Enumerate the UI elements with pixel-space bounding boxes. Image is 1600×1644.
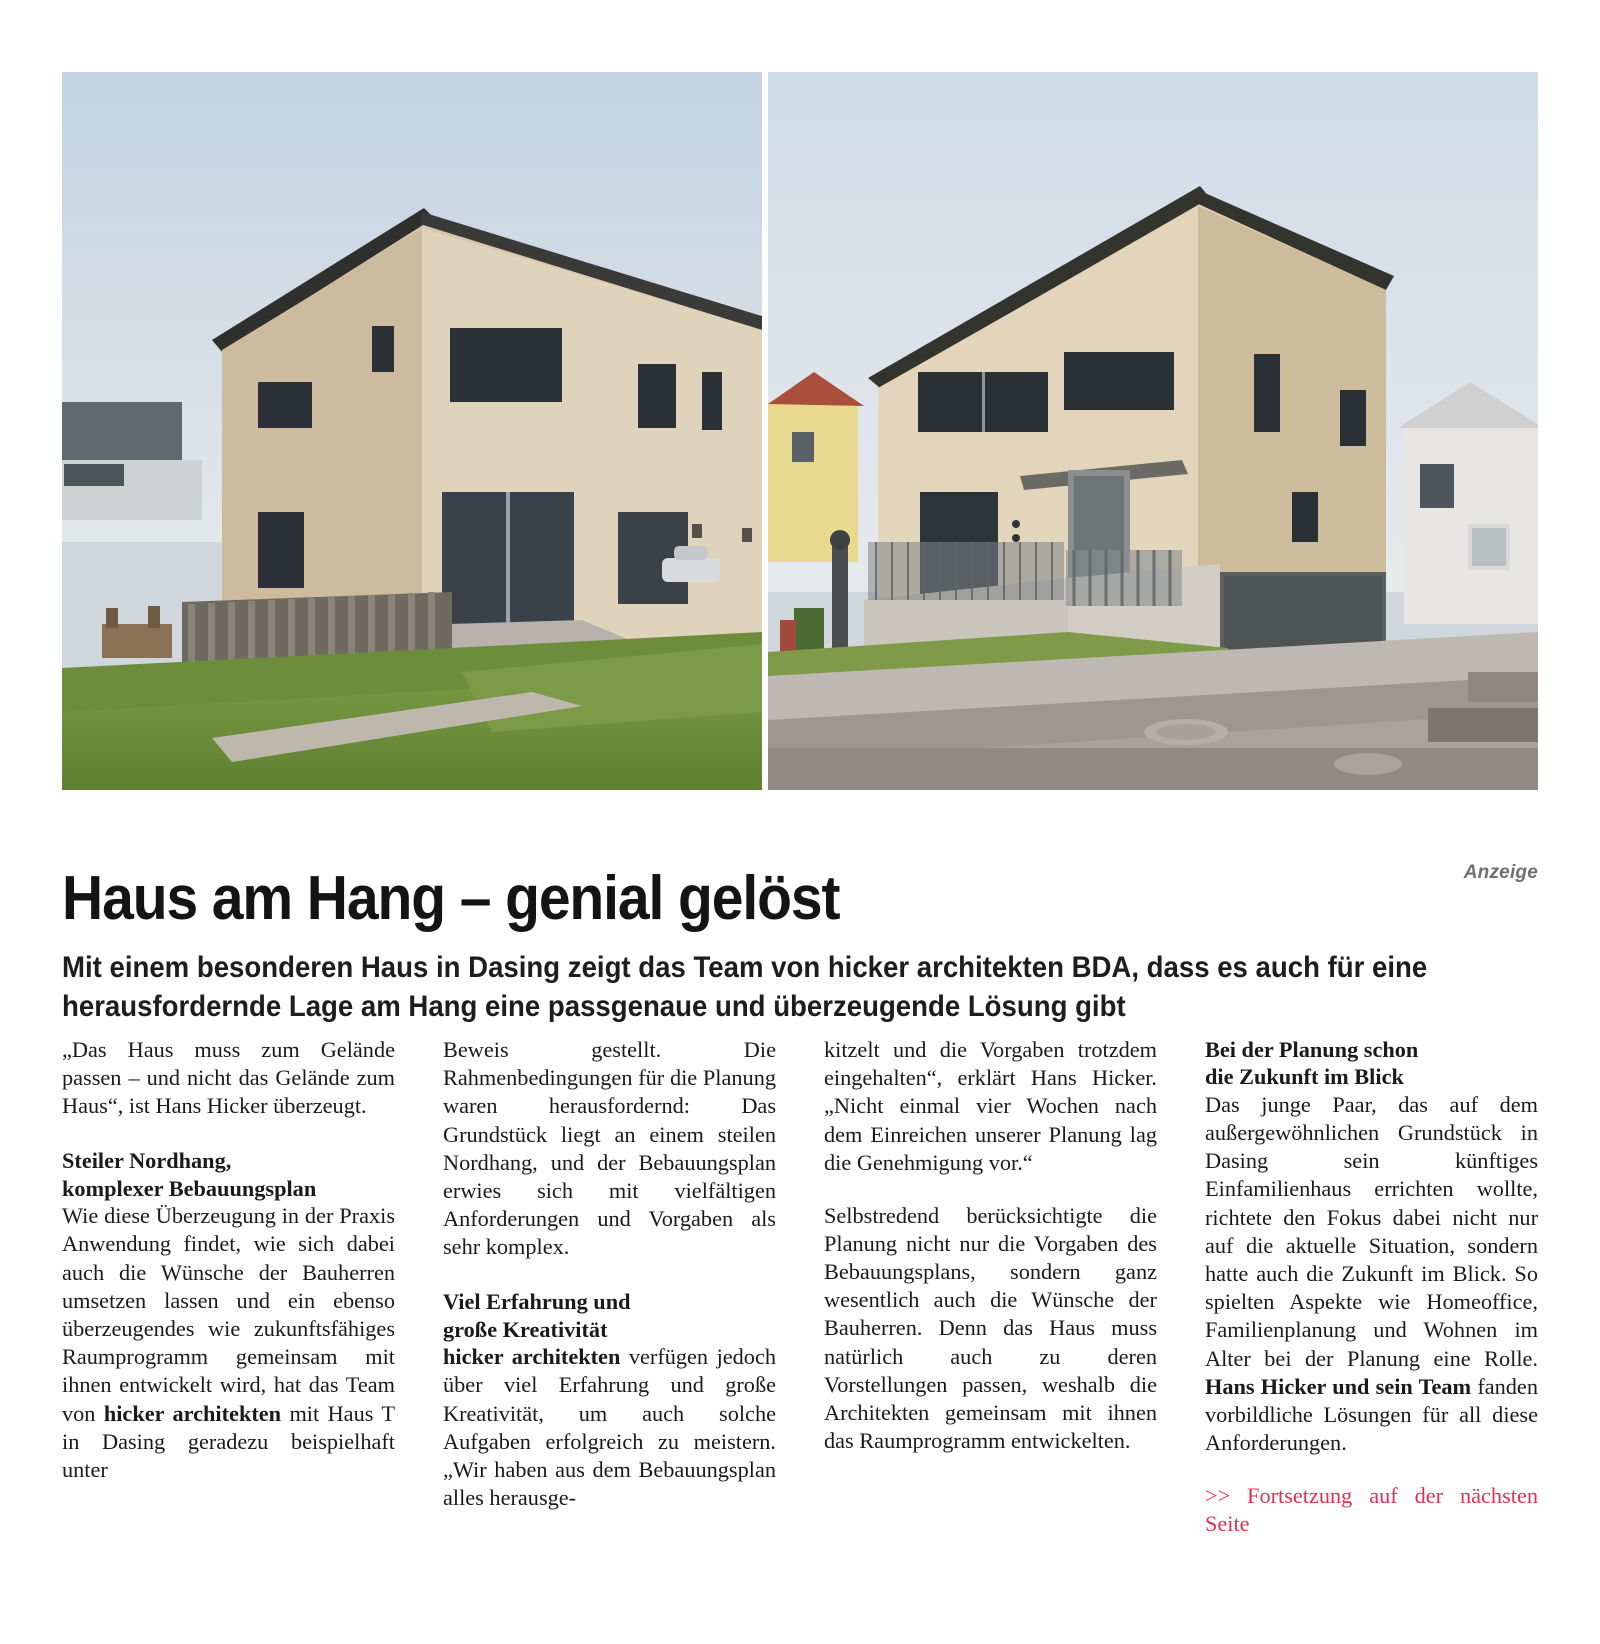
article-subheading (1205, 1036, 1538, 1091)
house-street-illustration (768, 72, 1538, 790)
article-paragraph (62, 1202, 395, 1484)
article-paragraph (1205, 1091, 1538, 1458)
photo-house-garden-side (62, 72, 762, 790)
emphasis-text: Hans Hicker und sein Team (1205, 1373, 1472, 1399)
page-title: Haus am Hang – genial gelöst (62, 863, 840, 933)
article-paragraph (62, 1036, 395, 1121)
article-column (62, 1036, 395, 1536)
paragraph-text: kitzelt und die Vorgaben trotzdem eingehalten“, erklärt Hans Hicker. „Nicht einmal vier Wochen nach dem Einreichen unserer Planung lag die Genehmigung vor.“ (824, 1037, 1157, 1175)
paragraph-text: Wie diese Überzeugung in der Praxis Anwendung findet, wie sich dabei auch die Wünsche der Bauherren umsetzen lassen und ein ebenso überzeugendes wie zukunftsfähiges Raumprogramm gemeinsam mit ihnen entwickelt wird, hat das Team von (62, 1203, 395, 1426)
subheading-line: Viel Erfahrung und (443, 1289, 631, 1315)
paragraph-text: Selbstredend berücksichtigte die Planung nicht nur die Vorgaben des Bebauungsplans, sondern ganz wesentlich auch die Wünsche der Bauherren. Denn das Haus muss natürlich auch zu deren Vorstellungen passen, weshalb die Architekten gemeinsam mit ihnen das Raumprogramm entwickelten. (824, 1202, 1157, 1454)
house-garden-illustration (62, 72, 762, 790)
emphasis-text: hicker architekten (103, 1400, 282, 1426)
subheading-line: Bei der Planung schon (1205, 1037, 1419, 1062)
article-subheading (62, 1147, 395, 1202)
article-paragraph (824, 1036, 1157, 1177)
paragraph-text: „Das Haus muss zum Gelände passen – und nicht das Gelände zum Haus“, ist Hans Hicker überzeugt. (62, 1037, 395, 1119)
article-paragraph (443, 1343, 776, 1512)
anzeige-label: Anzeige (1463, 862, 1538, 883)
subheading-line: die Zukunft im Blick (1205, 1064, 1404, 1090)
paragraph-text: fanden vorbildliche Lösungen für all diese Anforderungen. (1205, 1373, 1538, 1456)
paragraph-text: verfügen jedoch über viel Erfahrung und große Kreativität, um auch solche Aufgaben erfolgreich zu meistern. „Wir haben aus dem Bebauungsplan alles herausge- (443, 1344, 777, 1511)
photo-band (62, 72, 1538, 790)
article-columns (62, 1036, 1538, 1536)
paragraph-text: mit Haus T in Dasing geradezu beispielhaft unter (62, 1400, 395, 1483)
page-subtitle: Mit einem besonderen Haus in Dasing zeigt das Team von hicker architekten BDA, dass es auch für eine herausfordernde Lage am Hang eine passgenaue und überzeugende Lösung gibt (62, 951, 1428, 1023)
article-subheading (443, 1288, 776, 1343)
article-column (443, 1036, 776, 1536)
photo-house-street-side (768, 72, 1538, 790)
article-paragraph (824, 1202, 1157, 1456)
paragraph-text: Beweis gestellt. Die Rahmenbedingungen für die Planung waren herausfordernd: Das Grundstück liegt an einem steilen Nordhang, und der Bebauungsplan erwies sich mit vielfältigen Anforderungen und Vorgaben als sehr komplex. (443, 1037, 776, 1260)
article-paragraph (443, 1036, 776, 1262)
emphasis-text: hicker architekten (443, 1344, 621, 1370)
subheading-line: große Kreativität (443, 1316, 608, 1342)
article-column (824, 1036, 1157, 1536)
article-column (1205, 1036, 1538, 1536)
continuation-note[interactable]: >> Fortsetzung auf der nächsten Seite (1205, 1483, 1538, 1537)
subheading-line: Steiler Nordhang, (62, 1148, 232, 1174)
subheading-line: komplexer Bebauungsplan (62, 1175, 317, 1201)
paragraph-text: Das junge Paar, das auf dem außergewöhnlichen Grundstück in Dasing sein künftiges Einfamilienhaus errichten wollte, richtete den Fokus dabei nicht nur auf die aktuelle Situation, sondern hatte auch die Zukunft im Blick. So spielten Aspekte wie Homeoffice, Familienplanung und Wohnen im Alter bei der Planung eine Rolle. (1205, 1091, 1538, 1371)
